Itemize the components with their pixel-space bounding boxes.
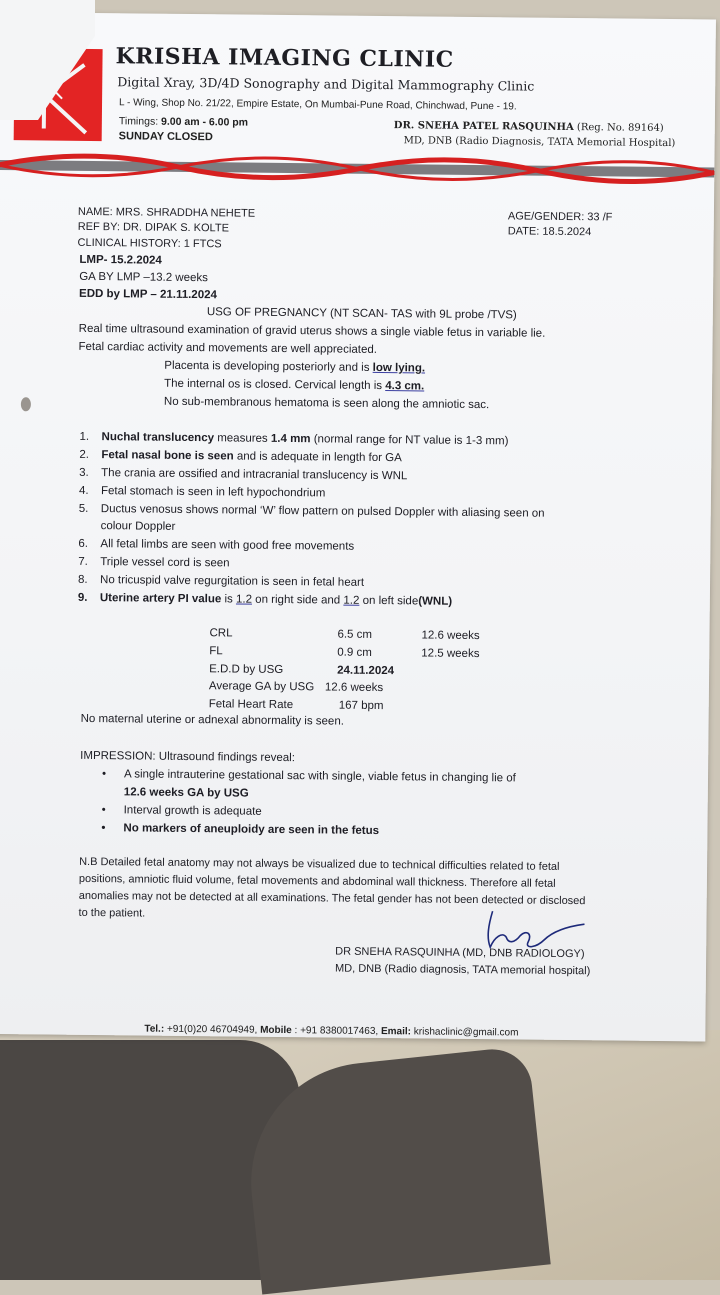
ga-by-lmp: GA BY LMP –13.2 weeks — [79, 270, 209, 285]
pi-right-value: 1.2 — [235, 593, 253, 606]
clinic-closed: SUNDAY CLOSED — [118, 130, 213, 144]
meas-label: CRL — [209, 627, 233, 640]
finding-text: Triple vessel cord is seen — [100, 556, 230, 570]
doctor-name — [394, 120, 664, 134]
referred-by: REF BY: DR. DIPAK S. KOLTE — [77, 220, 229, 235]
finding-text: Ductus venosus shows normal ‘W’ flow pattern on pulsed Doppler with aliasing seen on — [100, 503, 545, 520]
finding-2 — [79, 449, 402, 464]
finding-text: is — [221, 593, 237, 606]
clinic-name: KRISHA IMAGING CLINIC — [115, 43, 454, 73]
impression-bullet-2 — [102, 804, 262, 818]
pi-left-value: 1.2 — [343, 594, 360, 607]
clinic-timings — [119, 115, 248, 128]
punch-hole — [21, 397, 31, 411]
report-page — [0, 12, 716, 1041]
edd-by-lmp: EDD by LMP – 21.11.2024 — [78, 287, 217, 302]
timings-label: Timings: — [118, 115, 159, 128]
tel-value: +91(0)20 46704949, — [164, 1023, 261, 1036]
placenta-line — [164, 360, 425, 375]
note-line-4: to the patient. — [78, 906, 146, 920]
email-value: krishaclinic@gmail.com — [410, 1026, 519, 1039]
finding-bold: Uterine artery PI value — [99, 592, 222, 606]
finding-text: Fetal stomach is seen in left hypochondrium — [100, 485, 326, 500]
tel-label: Tel.: — [144, 1023, 165, 1035]
meas-value: 167 bpm — [338, 699, 384, 713]
timings-value: 9.00 am - 6.00 pm — [161, 115, 249, 129]
placenta-text: Placenta is developing posteriorly and is — [164, 359, 373, 374]
doctor-reg: (Reg. No. 89164) — [576, 122, 664, 134]
note-line-3: anomalies may not be detected at all examinations. The fetal gender has not been detected or disclosed — [78, 889, 586, 908]
impression-text: A single intrauterine gestational sac with single, viable fetus in changing lie of — [123, 768, 516, 785]
finding-6 — [78, 538, 354, 553]
patient-name: NAME: MRS. SHRADDHA NEHETE — [77, 205, 256, 220]
finding-1 — [79, 431, 508, 447]
no-abnormality: No maternal uterine or adnexal abnormality is seen. — [80, 712, 345, 728]
meas-value: 6.5 cm — [337, 628, 373, 641]
mobile-value: : +91 8380017463, — [291, 1025, 382, 1038]
finding-bold: (WNL) — [418, 595, 453, 608]
finding-bold: Fetal nasal bone is seen — [101, 449, 234, 463]
finding-bold: 1.4 mm — [270, 432, 311, 446]
finding-num: 8. — [77, 573, 88, 586]
study-para-1: Real time ultrasound examination of gravid uterus shows a single viable fetus in variable lie. — [78, 322, 546, 340]
age-gender: AGE/GENDER: 33 /F — [507, 210, 613, 224]
finding-num: 6. — [78, 537, 89, 550]
finding-num: 9. — [77, 591, 88, 604]
finding-text: No tricuspid valve regurgitation is seen in fetal heart — [99, 574, 365, 589]
impression-heading: IMPRESSION: Ultrasound findings reveal: — [80, 749, 296, 765]
finding-text: (normal range for NT value is 1-3 mm) — [310, 433, 509, 448]
meas-value: 12.6 weeks — [324, 681, 384, 695]
email-label: Email: — [380, 1026, 412, 1038]
mobile-label: Mobile — [260, 1024, 292, 1037]
header-band — [0, 152, 714, 193]
finding-bold: Nuchal translucency — [101, 431, 215, 445]
meas-label: E.D.D by USG — [209, 663, 284, 677]
finding-8 — [78, 574, 364, 589]
impression-text: Interval growth is adequate — [123, 804, 262, 818]
finding-4 — [79, 485, 325, 500]
finding-num: 1. — [79, 430, 90, 443]
meas-label: Average GA by USG — [208, 680, 315, 694]
finding-3 — [79, 467, 407, 482]
doctor-name-text: DR. SNEHA PATEL RASQUINHA — [393, 120, 574, 134]
bullet-icon: • — [101, 822, 106, 835]
note-line-2: positions, amniotic fluid volume, fetal movements and abdominal wall thickness. Therefore all fetal — [78, 872, 556, 890]
finding-text: All fetal limbs are seen with good free movements — [100, 538, 355, 553]
finding-text: The crania are ossified and intracranial translucency is WNL — [101, 467, 408, 483]
finding-text: on left side — [359, 594, 419, 608]
report-date: DATE: 18.5.2024 — [507, 225, 592, 239]
finding-num: 7. — [78, 555, 88, 568]
finding-num: 2. — [79, 448, 90, 461]
finding-num: 3. — [79, 466, 89, 479]
clinic-subtitle: Digital Xray, 3D/4D Sonography and Digital Mammography Clinic — [117, 74, 535, 94]
meas-label: FL — [209, 645, 223, 658]
cervix-line — [164, 378, 424, 393]
finding-5 — [79, 503, 545, 520]
study-para-2: Fetal cardiac activity and movements are well appreciated. — [78, 340, 378, 356]
meas-weeks: 12.5 weeks — [421, 647, 480, 661]
signatory-line-2: MD, DNB (Radio diagnosis, TATA memorial hospital) — [334, 962, 591, 978]
clinical-history: CLINICAL HISTORY: 1 FTCS — [77, 236, 222, 251]
meas-value: 0.9 cm — [337, 646, 372, 659]
finding-text: on right side and — [251, 593, 344, 607]
study-title: USG OF PREGNANCY (NT SCAN- TAS with 9L probe /TVS) — [206, 306, 517, 322]
finding-text: measures — [213, 432, 271, 445]
cervix-text: The internal os is closed. Cervical length is — [164, 377, 386, 393]
bullet-icon: • — [101, 804, 106, 817]
note-line-1: N.B Detailed fetal anatomy may not always be visualized due to technical difficulties related to fetal — [79, 855, 560, 873]
impression-bullet-1 — [102, 768, 516, 784]
lmp: LMP- 15.2.2024 — [79, 253, 162, 267]
placenta-low-lying: low lying. — [372, 361, 426, 375]
signatory-line-1: DR SNEHA RASQUINHA (MD, DNB RADIOLOGY) — [335, 945, 585, 961]
finding-9 — [78, 592, 452, 608]
finding-num: 5. — [78, 502, 89, 515]
finding-5-cont: colour Doppler — [100, 520, 176, 533]
impression-bullet-1-cont: 12.6 weeks GA by USG — [123, 786, 249, 800]
hematoma-line: No sub-membranous hematoma is seen along the amniotic sac. — [163, 395, 490, 412]
meas-weeks: 12.6 weeks — [421, 629, 480, 643]
finding-num: 4. — [78, 484, 89, 497]
meas-value: 24.11.2024 — [337, 664, 395, 678]
finding-7 — [78, 556, 229, 570]
meas-label: Fetal Heart Rate — [208, 698, 294, 712]
clinic-address: L - Wing, Shop No. 21/22, Empire Estate, On Mumbai-Pune Road, Chinchwad, Pune - 19. — [118, 97, 517, 113]
doctor-qualification: MD, DNB (Radio Diagnosis, TATA Memorial Hospital) — [403, 135, 676, 150]
bullet-icon: • — [101, 768, 107, 781]
finding-text: and is adequate in length for GA — [233, 450, 402, 465]
impression-bullet-3 — [101, 822, 379, 837]
cervical-length: 4.3 cm. — [385, 380, 425, 393]
impression-text: No markers of aneuploidy are seen in the fetus — [123, 822, 380, 838]
